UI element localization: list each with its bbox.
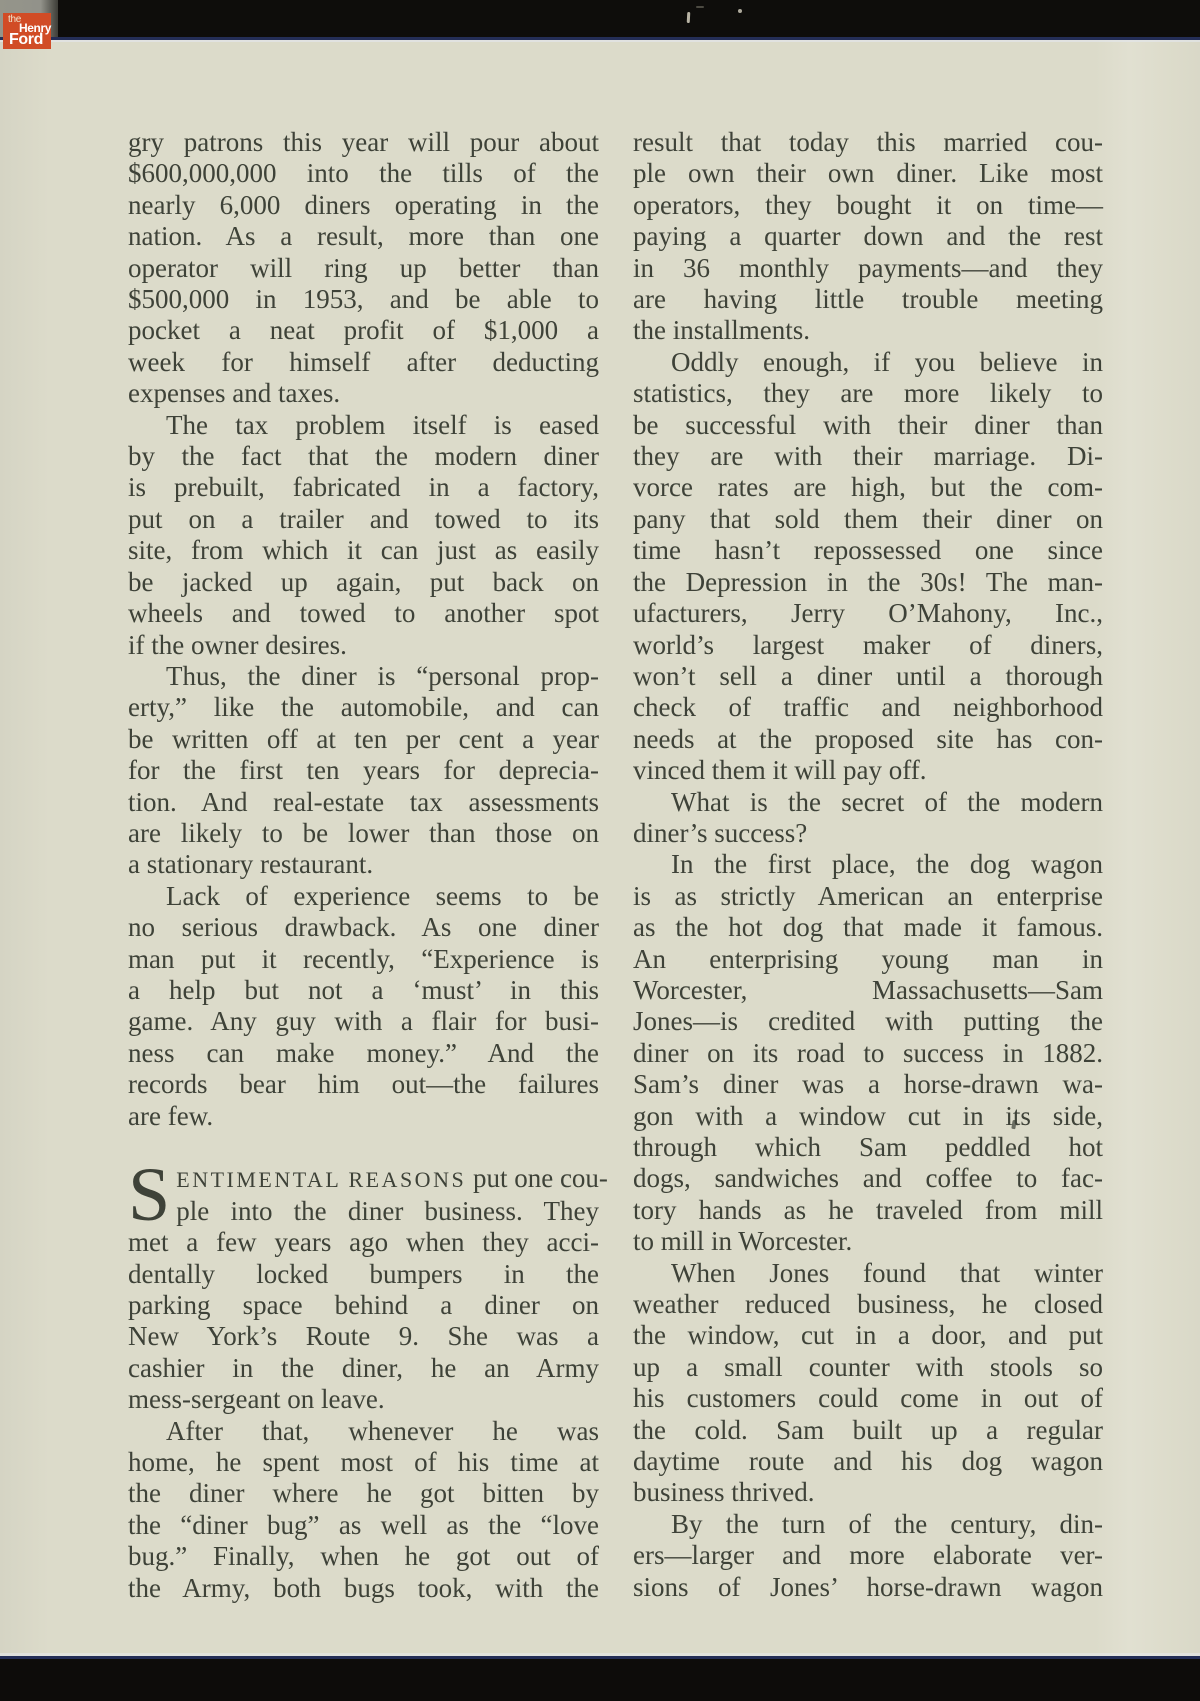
paragraph xyxy=(633,849,1103,1257)
scan-artifact-dot xyxy=(738,9,742,13)
paragraph xyxy=(633,347,1103,787)
text-line: vinced them it will pay off. xyxy=(633,755,927,786)
text-line: time hasn’t repossessed one since xyxy=(633,535,1103,566)
text-line: vorce rates are high, but the com- xyxy=(633,472,1103,503)
text-line: After that, whenever he was xyxy=(166,1415,599,1446)
paragraph xyxy=(633,1509,1103,1603)
text-line: ers—larger and more elaborate ver- xyxy=(633,1540,1103,1571)
article-column-right xyxy=(633,127,1103,1603)
text-line: By the turn of the century, din- xyxy=(671,1508,1103,1539)
text-line: mess-sergeant on leave. xyxy=(128,1384,385,1415)
text-line: statistics, they are more likely to xyxy=(633,378,1103,409)
page-top-edge-highlight xyxy=(0,40,1200,42)
text-line: New York’s Route 9. She was a xyxy=(128,1321,599,1352)
text-line: game. Any guy with a flair for busi- xyxy=(128,1006,599,1037)
text-line: site, from which it can just as easily xyxy=(128,535,599,566)
text-line: be successful with their diner than xyxy=(633,409,1103,440)
text-line: the diner where he got bitten by xyxy=(128,1478,599,1509)
text-line: is as strictly American an enterprise xyxy=(633,880,1103,911)
paragraph xyxy=(633,787,1103,850)
text-line: bug.” Finally, when he got out of xyxy=(128,1541,599,1572)
text-line: Oddly enough, if you believe in xyxy=(671,346,1103,377)
text-line: pany that sold them their diner on xyxy=(633,503,1103,534)
text-line: cashier in the diner, he an Army xyxy=(128,1352,599,1383)
logo-text-ford: Ford xyxy=(9,31,43,48)
text-line: tion. And real-estate tax assessments xyxy=(128,786,599,817)
paragraph xyxy=(128,881,599,1132)
text-line: ufacturers, Jerry O’Mahony, Inc., xyxy=(633,598,1103,629)
text-line: wheels and towed to another spot xyxy=(128,598,599,629)
text-line: dentally locked bumpers in the xyxy=(128,1258,599,1289)
text-line: the window, cut in a door, and put xyxy=(633,1320,1103,1351)
text-line: Worcester, Massachusetts—Sam xyxy=(633,974,1103,1005)
text-line: daytime route and his dog wagon xyxy=(633,1446,1103,1477)
text-line xyxy=(128,1163,608,1195)
text-line: The tax problem itself is eased xyxy=(166,409,599,440)
text-line: by the fact that the modern diner xyxy=(128,441,599,472)
logo-text-henry: Henry xyxy=(19,21,52,35)
paragraph xyxy=(128,1153,608,1415)
text-line: erty,” like the automobile, and can xyxy=(128,692,599,723)
text-line: sions of Jones’ horse-drawn wagon xyxy=(633,1571,1103,1602)
text-line: Thus, the diner is “personal prop- xyxy=(166,660,599,691)
text-line: When Jones found that winter xyxy=(671,1257,1103,1288)
text-line: ple into the diner business. They xyxy=(176,1195,599,1226)
text-run: put one cou- xyxy=(472,1163,608,1194)
text-line: they are with their marriage. Di- xyxy=(633,441,1103,472)
text-line: An enterprising young man in xyxy=(633,943,1103,974)
text-line: diner’s success? xyxy=(633,817,808,848)
paragraph xyxy=(128,1416,599,1604)
paragraph xyxy=(128,410,599,661)
paragraph xyxy=(633,127,1103,347)
text-line: the installments. xyxy=(633,315,810,346)
text-line: tory hands as he traveled from mill xyxy=(633,1194,1103,1225)
text-line: for the first ten years for deprecia- xyxy=(128,755,599,786)
text-line: $500,000 in 1953, and be able to xyxy=(128,284,599,315)
paragraph xyxy=(633,1258,1103,1509)
text-line: if the owner desires. xyxy=(128,629,347,660)
text-line: man put it recently, “Experience is xyxy=(128,943,599,974)
text-line: parking space behind a diner on xyxy=(128,1290,599,1321)
text-line: Lack of experience seems to be xyxy=(166,880,599,911)
logo-text-the: the xyxy=(8,14,22,25)
text-line: business thrived. xyxy=(633,1477,815,1508)
scanner-bar-top xyxy=(0,0,1200,37)
text-line: nation. As a result, more than one xyxy=(128,221,599,252)
text-line: to mill in Worcester. xyxy=(633,1226,853,1257)
text-line: records bear him out—the failures xyxy=(128,1069,599,1100)
scanner-bar-bottom xyxy=(0,1659,1200,1701)
section-lead-smallcaps: ENTIMENTAL REASONS xyxy=(176,1167,467,1193)
text-line: be written off at ten per cent a year xyxy=(128,723,599,754)
text-line: paying a quarter down and the rest xyxy=(633,221,1103,252)
text-line: up a small counter with stools so xyxy=(633,1351,1103,1382)
text-line: be jacked up again, put back on xyxy=(128,566,599,597)
text-line: a help but not a ‘must’ in this xyxy=(128,974,599,1005)
text-line: the Army, both bugs took, with the xyxy=(128,1572,599,1603)
paragraph xyxy=(128,661,599,881)
text-line: result that today this married cou- xyxy=(633,127,1103,157)
text-line: Sam’s diner was a horse-drawn wa- xyxy=(633,1069,1103,1100)
text-line: gon with a window cut in its side, xyxy=(633,1100,1103,1131)
text-line: the Depression in the 30s! The man- xyxy=(633,566,1103,597)
text-line: are likely to be lower than those on xyxy=(128,817,599,848)
text-line: needs at the proposed site has con- xyxy=(633,723,1103,754)
text-line: expenses and taxes. xyxy=(128,378,341,409)
text-line: in 36 monthly payments—and they xyxy=(633,252,1103,283)
scan-artifact-dash xyxy=(696,6,704,8)
henry-ford-logo xyxy=(3,13,51,49)
text-line: no serious drawback. As one diner xyxy=(128,912,599,943)
text-line: pocket a neat profit of $1,000 a xyxy=(128,315,599,346)
text-line: the “diner bug” as well as the “love xyxy=(128,1509,599,1540)
text-line: check of traffic and neighborhood xyxy=(633,692,1103,723)
text-line: through which Sam peddled hot xyxy=(633,1132,1103,1162)
text-line: What is the secret of the modern xyxy=(671,786,1103,817)
text-line: $600,000,000 into the tills of the xyxy=(128,158,599,189)
text-line: ness can make money.” And the xyxy=(128,1037,599,1068)
text-line: In the first place, the dog wagon xyxy=(671,849,1103,880)
text-line: a stationary restaurant. xyxy=(128,849,374,880)
text-line: Jones—is credited with putting the xyxy=(633,1006,1103,1037)
drop-cap: S xyxy=(128,1153,171,1238)
text-line: dogs, sandwiches and coffee to fac- xyxy=(633,1163,1103,1194)
text-line: met a few years ago when they acci- xyxy=(128,1227,599,1258)
text-line: ple own their own diner. Like most xyxy=(633,158,1103,189)
text-line: put on a trailer and towed to its xyxy=(128,503,599,534)
text-line: won’t sell a diner until a thorough xyxy=(633,660,1103,691)
text-line: are few. xyxy=(128,1100,214,1131)
text-line: world’s largest maker of diners, xyxy=(633,629,1103,660)
text-line: operators, they bought it on time— xyxy=(633,189,1103,220)
scan-artifact-tick xyxy=(687,12,691,23)
text-line: is prebuilt, fabricated in a factory, xyxy=(128,472,599,503)
text-line: are having little trouble meeting xyxy=(633,284,1103,315)
text-line: week for himself after deducting xyxy=(128,346,599,377)
text-line: his customers could come in out of xyxy=(633,1383,1103,1414)
article-column-left xyxy=(128,127,608,1604)
text-line: the cold. Sam built up a regular xyxy=(633,1414,1103,1445)
text-line: gry patrons this year will pour about xyxy=(128,127,599,157)
text-line: as the hot dog that made it famous. xyxy=(633,912,1103,943)
text-line: operator will ring up better than xyxy=(128,252,599,283)
text-line: nearly 6,000 diners operating in the xyxy=(128,189,599,220)
text-line: home, he spent most of his time at xyxy=(128,1447,599,1478)
text-line: weather reduced business, he closed xyxy=(633,1289,1103,1320)
text-line: diner on its road to success in 1882. xyxy=(633,1037,1103,1068)
paragraph xyxy=(128,127,599,410)
